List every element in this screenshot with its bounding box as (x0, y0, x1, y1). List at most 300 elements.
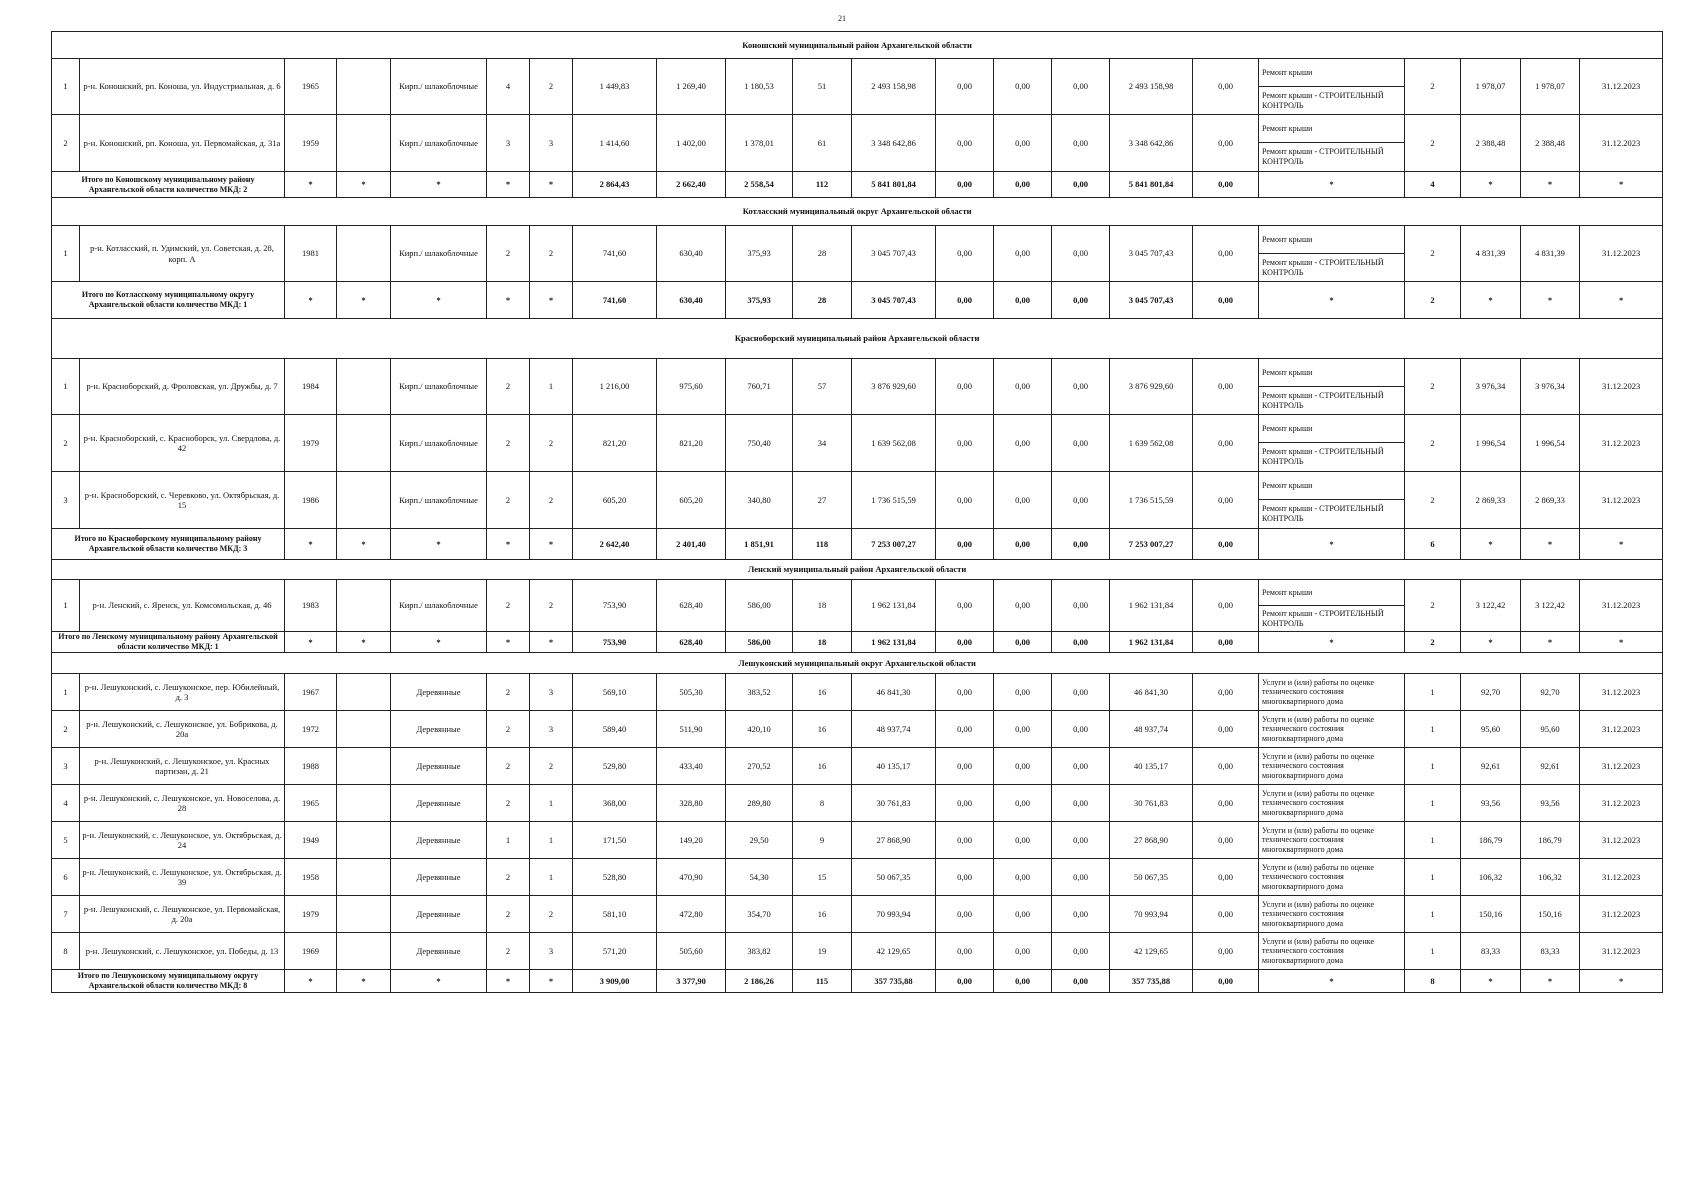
cell-n: 1 (52, 59, 80, 115)
cell-date: 31.12.2023 (1580, 859, 1663, 896)
cell-floors: 2 (487, 748, 530, 785)
work-type: Услуги и (или) работы по оценке технического состояния многоквартирного дома (1259, 859, 1405, 896)
cell-floors: 1 (487, 822, 530, 859)
cell-floors: 4 (487, 59, 530, 115)
total-own: 357 735,88 (1110, 970, 1193, 993)
total-placeholder: * (1580, 529, 1663, 560)
cell-u2: 4 831,39 (1521, 226, 1580, 282)
cell-n: 4 (52, 785, 80, 822)
total-placeholder: * (530, 172, 573, 198)
cell-total: 1 736 515,59 (852, 472, 936, 529)
section-header (52, 319, 1663, 359)
total-placeholder: * (487, 172, 530, 198)
cell-y2 (337, 115, 391, 172)
total-row (52, 632, 1663, 653)
cell-date: 31.12.2023 (1580, 785, 1663, 822)
cell-u2: 186,79 (1521, 822, 1580, 859)
cell-floors: 2 (487, 896, 530, 933)
cell-u2: 93,56 (1521, 785, 1580, 822)
cell-u1: 92,61 (1461, 748, 1521, 785)
total-c3: 375,93 (726, 282, 793, 319)
cell-f3: 0,00 (1052, 785, 1110, 822)
cell-floors: 2 (487, 933, 530, 970)
cell-c2: 821,20 (657, 415, 726, 472)
total-c2: 3 377,90 (657, 970, 726, 993)
total-res: 28 (793, 282, 852, 319)
total-placeholder: * (530, 632, 573, 653)
cell-c1: 529,80 (573, 748, 657, 785)
section-title: Красноборский муниципальный район Архангельской области (52, 319, 1663, 359)
total-placeholder: * (391, 172, 487, 198)
total-placeholder: * (1259, 172, 1405, 198)
total-placeholder: * (391, 529, 487, 560)
cell-c2: 975,60 (657, 359, 726, 415)
cell-floors: 2 (487, 472, 530, 529)
cell-y2 (337, 580, 391, 632)
cell-n: 8 (52, 933, 80, 970)
cell-u2: 95,60 (1521, 711, 1580, 748)
cell-cnt: 1 (1405, 933, 1461, 970)
cell-f2: 0,00 (994, 674, 1052, 711)
cell-ent: 2 (530, 580, 573, 632)
total-label: Итого по Коношскому муниципальному району Архангельской области количество МКД: 2 (52, 172, 285, 198)
cell-c1: 1 414,60 (573, 115, 657, 172)
cell-y2 (337, 748, 391, 785)
total-placeholder: * (1461, 529, 1521, 560)
cell-cnt: 1 (1405, 748, 1461, 785)
cell-f2: 0,00 (994, 359, 1052, 415)
total-f1: 0,00 (936, 529, 994, 560)
cell-c1: 741,60 (573, 226, 657, 282)
cell-floors: 2 (487, 785, 530, 822)
total-f3: 0,00 (1052, 282, 1110, 319)
cell-total: 40 135,17 (852, 748, 936, 785)
cell-c2: 511,90 (657, 711, 726, 748)
cell-f3: 0,00 (1052, 674, 1110, 711)
cell-total: 48 937,74 (852, 711, 936, 748)
cell-ent: 3 (530, 711, 573, 748)
cell-f4: 0,00 (1193, 472, 1259, 529)
cell-n: 3 (52, 472, 80, 529)
cell-own: 50 067,35 (1110, 859, 1193, 896)
cell-addr: р-н. Лешуконский, с. Лешуконское, ул. Новоселова, д. 28 (80, 785, 285, 822)
cell-f1: 0,00 (936, 748, 994, 785)
total-cnt: 6 (1405, 529, 1461, 560)
table-row (52, 711, 1663, 748)
table-row (52, 415, 1663, 443)
cell-f4: 0,00 (1193, 580, 1259, 632)
cell-cnt: 1 (1405, 674, 1461, 711)
cell-f2: 0,00 (994, 115, 1052, 172)
total-placeholder: * (1461, 632, 1521, 653)
cell-u1: 95,60 (1461, 711, 1521, 748)
cell-f1: 0,00 (936, 785, 994, 822)
cell-total: 30 761,83 (852, 785, 936, 822)
cell-ent: 2 (530, 896, 573, 933)
cell-c3: 586,00 (726, 580, 793, 632)
cell-c1: 571,20 (573, 933, 657, 970)
total-c3: 2 558,54 (726, 172, 793, 198)
cell-ent: 3 (530, 933, 573, 970)
total-f4: 0,00 (1193, 970, 1259, 993)
cell-u2: 150,16 (1521, 896, 1580, 933)
cell-f2: 0,00 (994, 59, 1052, 115)
work-type-control: Ремонт крыши - СТРОИТЕЛЬНЫЙ КОНТРОЛЬ (1259, 254, 1405, 282)
cell-c1: 605,20 (573, 472, 657, 529)
total-cnt: 8 (1405, 970, 1461, 993)
total-f1: 0,00 (936, 970, 994, 993)
total-placeholder: * (1521, 172, 1580, 198)
cell-u1: 2 869,33 (1461, 472, 1521, 529)
repair-program-table (51, 31, 1662, 993)
cell-walls: Кирп./ шлакоблочные (391, 472, 487, 529)
total-own: 1 962 131,84 (1110, 632, 1193, 653)
cell-year: 1981 (285, 226, 337, 282)
cell-date: 31.12.2023 (1580, 359, 1663, 415)
cell-f3: 0,00 (1052, 472, 1110, 529)
total-placeholder: * (1259, 970, 1405, 993)
cell-c1: 368,00 (573, 785, 657, 822)
table-row (52, 896, 1663, 933)
cell-own: 3 876 929,60 (1110, 359, 1193, 415)
cell-own: 1 639 562,08 (1110, 415, 1193, 472)
cell-addr: р-н. Ленский, с. Яренск, ул. Комсомольская, д. 46 (80, 580, 285, 632)
total-res: 118 (793, 529, 852, 560)
cell-cnt: 1 (1405, 822, 1461, 859)
total-c3: 1 851,91 (726, 529, 793, 560)
cell-year: 1979 (285, 415, 337, 472)
cell-own: 30 761,83 (1110, 785, 1193, 822)
total-placeholder: * (487, 632, 530, 653)
cell-year: 1972 (285, 711, 337, 748)
cell-year: 1949 (285, 822, 337, 859)
cell-cnt: 2 (1405, 115, 1461, 172)
cell-own: 3 045 707,43 (1110, 226, 1193, 282)
cell-u2: 106,32 (1521, 859, 1580, 896)
cell-y2 (337, 896, 391, 933)
cell-c3: 420,10 (726, 711, 793, 748)
cell-floors: 2 (487, 359, 530, 415)
total-placeholder: * (487, 529, 530, 560)
total-label: Итого по Котласскому муниципальному округу Архангельской области количество МКД: 1 (52, 282, 285, 319)
table-row (52, 359, 1663, 387)
total-placeholder: * (285, 529, 337, 560)
cell-f1: 0,00 (936, 859, 994, 896)
total-f3: 0,00 (1052, 632, 1110, 653)
cell-res: 27 (793, 472, 852, 529)
cell-year: 1965 (285, 59, 337, 115)
work-type-control: Ремонт крыши - СТРОИТЕЛЬНЫЙ КОНТРОЛЬ (1259, 143, 1405, 172)
section-header (52, 653, 1663, 674)
cell-c2: 433,40 (657, 748, 726, 785)
cell-c1: 528,80 (573, 859, 657, 896)
table-row (52, 226, 1663, 254)
total-placeholder: * (1580, 632, 1663, 653)
cell-u2: 83,33 (1521, 933, 1580, 970)
total-f2: 0,00 (994, 172, 1052, 198)
cell-u2: 92,70 (1521, 674, 1580, 711)
total-placeholder: * (1259, 529, 1405, 560)
total-placeholder: * (1521, 970, 1580, 993)
cell-u1: 2 388,48 (1461, 115, 1521, 172)
cell-c3: 383,52 (726, 674, 793, 711)
cell-c2: 605,20 (657, 472, 726, 529)
cell-cnt: 1 (1405, 859, 1461, 896)
work-type-control: Ремонт крыши - СТРОИТЕЛЬНЫЙ КОНТРОЛЬ (1259, 606, 1405, 632)
cell-cnt: 2 (1405, 472, 1461, 529)
cell-c1: 821,20 (573, 415, 657, 472)
total-cnt: 2 (1405, 632, 1461, 653)
cell-walls: Деревянные (391, 896, 487, 933)
cell-walls: Деревянные (391, 748, 487, 785)
cell-own: 27 868,90 (1110, 822, 1193, 859)
cell-c1: 569,10 (573, 674, 657, 711)
work-type: Ремонт крыши (1259, 359, 1405, 387)
cell-ent: 2 (530, 226, 573, 282)
cell-f3: 0,00 (1052, 359, 1110, 415)
cell-f3: 0,00 (1052, 580, 1110, 632)
total-f1: 0,00 (936, 632, 994, 653)
total-c2: 630,40 (657, 282, 726, 319)
cell-f4: 0,00 (1193, 415, 1259, 472)
total-placeholder: * (337, 529, 391, 560)
cell-f4: 0,00 (1193, 785, 1259, 822)
cell-c3: 354,70 (726, 896, 793, 933)
cell-y2 (337, 933, 391, 970)
total-placeholder: * (391, 970, 487, 993)
total-total: 7 253 007,27 (852, 529, 936, 560)
total-label: Итого по Ленскому муниципальному району Архангельской области количество МКД: 1 (52, 632, 285, 653)
cell-date: 31.12.2023 (1580, 933, 1663, 970)
total-placeholder: * (337, 172, 391, 198)
cell-ent: 2 (530, 415, 573, 472)
cell-res: 57 (793, 359, 852, 415)
cell-own: 70 993,94 (1110, 896, 1193, 933)
total-f2: 0,00 (994, 282, 1052, 319)
cell-year: 1967 (285, 674, 337, 711)
work-type: Услуги и (или) работы по оценке технического состояния многоквартирного дома (1259, 785, 1405, 822)
cell-date: 31.12.2023 (1580, 674, 1663, 711)
work-type: Услуги и (или) работы по оценке технического состояния многоквартирного дома (1259, 896, 1405, 933)
cell-c3: 29,50 (726, 822, 793, 859)
cell-f2: 0,00 (994, 896, 1052, 933)
total-placeholder: * (391, 282, 487, 319)
total-placeholder: * (1580, 172, 1663, 198)
total-f1: 0,00 (936, 282, 994, 319)
cell-addr: р-н. Красноборский, с. Черевково, ул. Октябрьская, д. 15 (80, 472, 285, 529)
cell-addr: р-н. Коношский, рп. Коноша, ул. Индустриальная, д. 6 (80, 59, 285, 115)
cell-y2 (337, 785, 391, 822)
cell-year: 1986 (285, 472, 337, 529)
cell-c2: 505,30 (657, 674, 726, 711)
cell-walls: Деревянные (391, 785, 487, 822)
total-c3: 2 186,26 (726, 970, 793, 993)
cell-c3: 383,82 (726, 933, 793, 970)
total-placeholder: * (285, 632, 337, 653)
total-f4: 0,00 (1193, 529, 1259, 560)
cell-u2: 3 976,34 (1521, 359, 1580, 415)
total-f3: 0,00 (1052, 529, 1110, 560)
cell-walls: Деревянные (391, 674, 487, 711)
cell-f4: 0,00 (1193, 822, 1259, 859)
total-f3: 0,00 (1052, 970, 1110, 993)
table-row (52, 748, 1663, 785)
cell-res: 34 (793, 415, 852, 472)
work-type-control: Ремонт крыши - СТРОИТЕЛЬНЫЙ КОНТРОЛЬ (1259, 443, 1405, 472)
cell-c2: 328,80 (657, 785, 726, 822)
cell-f1: 0,00 (936, 822, 994, 859)
cell-ent: 3 (530, 674, 573, 711)
cell-f3: 0,00 (1052, 859, 1110, 896)
cell-walls: Деревянные (391, 859, 487, 896)
total-total: 5 841 801,84 (852, 172, 936, 198)
total-placeholder: * (337, 970, 391, 993)
cell-f3: 0,00 (1052, 226, 1110, 282)
cell-addr: р-н. Лешуконский, с. Лешуконское, ул. Бобрикова, д. 20а (80, 711, 285, 748)
total-placeholder: * (1580, 970, 1663, 993)
cell-u1: 4 831,39 (1461, 226, 1521, 282)
cell-c3: 340,80 (726, 472, 793, 529)
table-row (52, 580, 1663, 606)
total-res: 18 (793, 632, 852, 653)
total-placeholder: * (530, 529, 573, 560)
cell-own: 48 937,74 (1110, 711, 1193, 748)
cell-cnt: 2 (1405, 580, 1461, 632)
total-placeholder: * (487, 970, 530, 993)
cell-own: 1 962 131,84 (1110, 580, 1193, 632)
total-c1: 753,90 (573, 632, 657, 653)
total-total: 357 735,88 (852, 970, 936, 993)
cell-date: 31.12.2023 (1580, 472, 1663, 529)
total-f1: 0,00 (936, 172, 994, 198)
cell-c2: 628,40 (657, 580, 726, 632)
total-cnt: 4 (1405, 172, 1461, 198)
cell-addr: р-н. Лешуконский, с. Лешуконское, ул. Октябрьская, д. 24 (80, 822, 285, 859)
cell-addr: р-н. Лешуконский, с. Лешуконское, ул. Первомайская, д. 20а (80, 896, 285, 933)
total-placeholder: * (285, 172, 337, 198)
cell-c2: 1 269,40 (657, 59, 726, 115)
cell-f4: 0,00 (1193, 933, 1259, 970)
cell-addr: р-н. Красноборский, д. Фроловская, ул. Дружбы, д. 7 (80, 359, 285, 415)
total-placeholder: * (1259, 282, 1405, 319)
cell-total: 42 129,65 (852, 933, 936, 970)
cell-f1: 0,00 (936, 226, 994, 282)
cell-u1: 93,56 (1461, 785, 1521, 822)
cell-f3: 0,00 (1052, 711, 1110, 748)
table-row (52, 785, 1663, 822)
cell-f3: 0,00 (1052, 896, 1110, 933)
cell-c3: 289,80 (726, 785, 793, 822)
total-f4: 0,00 (1193, 282, 1259, 319)
cell-own: 1 736 515,59 (1110, 472, 1193, 529)
cell-ent: 1 (530, 822, 573, 859)
cell-c1: 1 216,00 (573, 359, 657, 415)
cell-res: 15 (793, 859, 852, 896)
cell-res: 9 (793, 822, 852, 859)
cell-year: 1983 (285, 580, 337, 632)
cell-walls: Кирп./ шлакоблочные (391, 415, 487, 472)
cell-walls: Кирп./ шлакоблочные (391, 359, 487, 415)
cell-y2 (337, 472, 391, 529)
total-placeholder: * (1259, 632, 1405, 653)
cell-date: 31.12.2023 (1580, 822, 1663, 859)
total-c2: 2 662,40 (657, 172, 726, 198)
cell-f3: 0,00 (1052, 59, 1110, 115)
total-placeholder: * (1521, 632, 1580, 653)
cell-u1: 1 978,07 (1461, 59, 1521, 115)
total-cnt: 2 (1405, 282, 1461, 319)
cell-total: 3 045 707,43 (852, 226, 936, 282)
cell-f3: 0,00 (1052, 748, 1110, 785)
cell-floors: 2 (487, 226, 530, 282)
cell-walls: Кирп./ шлакоблочные (391, 115, 487, 172)
cell-floors: 3 (487, 115, 530, 172)
total-c1: 3 909,00 (573, 970, 657, 993)
cell-res: 16 (793, 896, 852, 933)
cell-addr: р-н. Лешуконский, с. Лешуконское, ул. Красных партизан, д. 21 (80, 748, 285, 785)
cell-year: 1984 (285, 359, 337, 415)
cell-c2: 505,60 (657, 933, 726, 970)
cell-n: 3 (52, 748, 80, 785)
cell-f2: 0,00 (994, 472, 1052, 529)
cell-u1: 92,70 (1461, 674, 1521, 711)
table-row (52, 859, 1663, 896)
cell-own: 42 129,65 (1110, 933, 1193, 970)
cell-f2: 0,00 (994, 711, 1052, 748)
cell-n: 1 (52, 674, 80, 711)
total-res: 115 (793, 970, 852, 993)
total-c2: 628,40 (657, 632, 726, 653)
total-f4: 0,00 (1193, 632, 1259, 653)
section-header (52, 560, 1663, 580)
cell-f2: 0,00 (994, 822, 1052, 859)
cell-y2 (337, 59, 391, 115)
cell-n: 1 (52, 226, 80, 282)
cell-u1: 83,33 (1461, 933, 1521, 970)
cell-u1: 3 122,42 (1461, 580, 1521, 632)
cell-date: 31.12.2023 (1580, 226, 1663, 282)
cell-u1: 186,79 (1461, 822, 1521, 859)
cell-addr: р-н. Котласский, п. Удимский, ул. Советская, д. 28, корп. А (80, 226, 285, 282)
cell-walls: Кирп./ шлакоблочные (391, 226, 487, 282)
cell-c1: 589,40 (573, 711, 657, 748)
cell-f3: 0,00 (1052, 933, 1110, 970)
cell-cnt: 2 (1405, 226, 1461, 282)
work-type: Ремонт крыши (1259, 580, 1405, 606)
cell-ent: 1 (530, 859, 573, 896)
cell-y2 (337, 359, 391, 415)
cell-ent: 1 (530, 785, 573, 822)
cell-u1: 3 976,34 (1461, 359, 1521, 415)
cell-ent: 1 (530, 359, 573, 415)
total-placeholder: * (1461, 970, 1521, 993)
cell-cnt: 2 (1405, 359, 1461, 415)
cell-f1: 0,00 (936, 896, 994, 933)
cell-u2: 1 996,54 (1521, 415, 1580, 472)
cell-c2: 149,20 (657, 822, 726, 859)
cell-walls: Деревянные (391, 933, 487, 970)
total-placeholder: * (1521, 282, 1580, 319)
cell-res: 8 (793, 785, 852, 822)
cell-total: 3 348 642,86 (852, 115, 936, 172)
cell-f1: 0,00 (936, 59, 994, 115)
cell-total: 46 841,30 (852, 674, 936, 711)
cell-n: 2 (52, 115, 80, 172)
cell-own: 46 841,30 (1110, 674, 1193, 711)
cell-cnt: 2 (1405, 59, 1461, 115)
total-f2: 0,00 (994, 632, 1052, 653)
cell-floors: 2 (487, 674, 530, 711)
